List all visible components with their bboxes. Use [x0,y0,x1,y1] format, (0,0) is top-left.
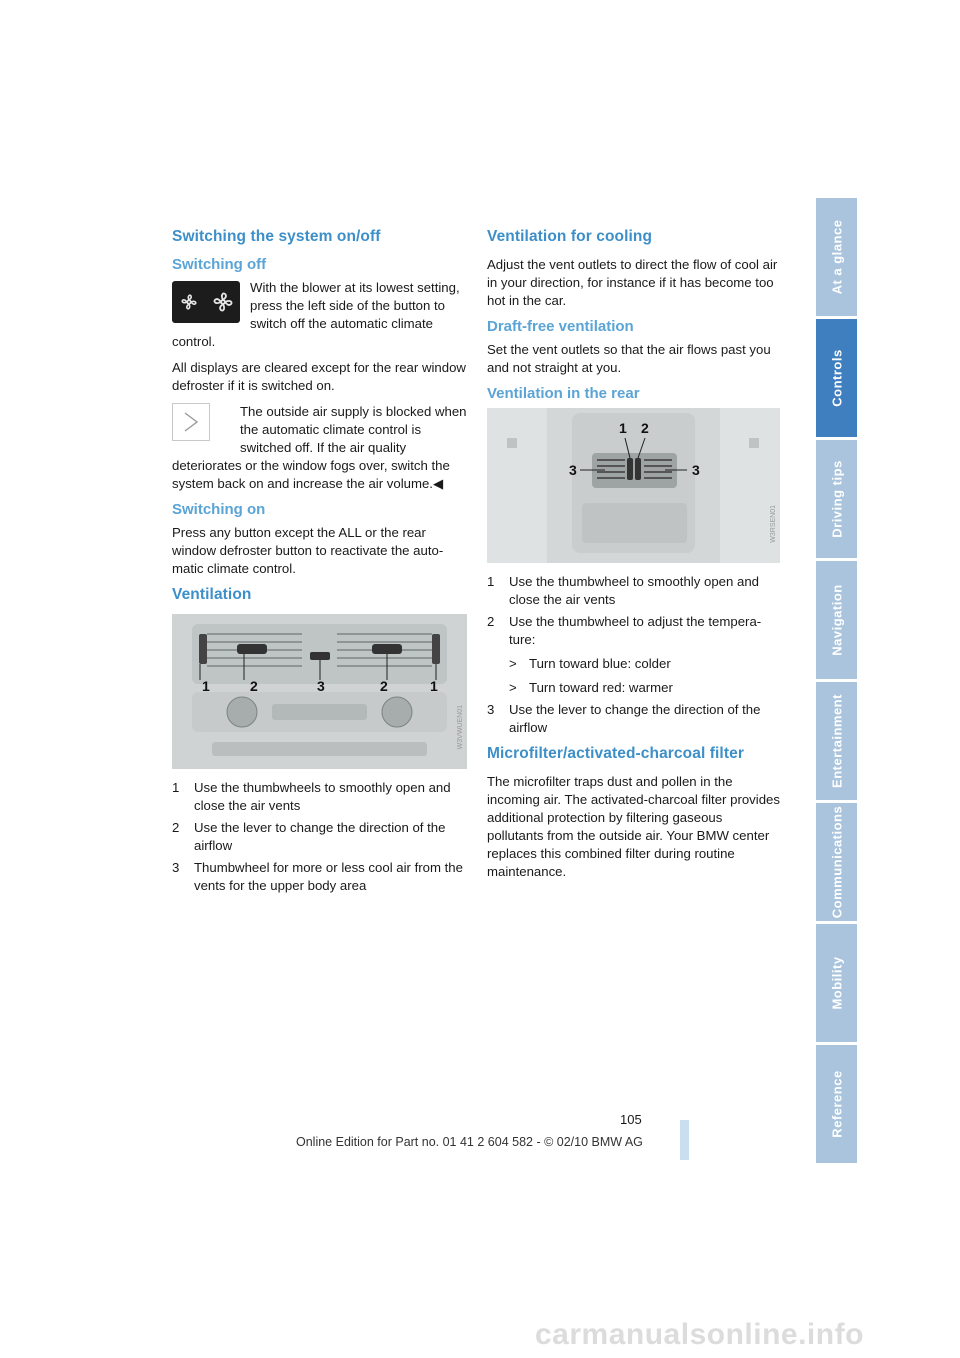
callout-3-right: 3 [692,462,700,478]
callout-2: 2 [641,420,649,436]
draft-paragraph: Set the vent outlets so that the air flows past you and not straight at you. [487,342,771,375]
watermark: carmanualsonline.info [535,1318,864,1351]
chapter-sidebar [816,198,857,1160]
note-box [172,403,210,441]
right-column [487,228,782,889]
heading-ventilation-rear: Ventilation in the rear [487,385,640,402]
tab-at-a-glance[interactable]: At a glance [816,198,857,319]
rear-ventilation-figure [487,408,780,563]
fan-high-icon [211,290,235,314]
callout-3-left: 3 [569,462,577,478]
list-item: 1 Use the thumbwheels to smoothly open and close the air vents [172,780,451,813]
rear-vents-illustration [487,408,780,563]
fan-low-icon [178,291,200,313]
tab-mobility[interactable]: Mobility [816,924,857,1045]
heading-switching-on: Switching on [172,501,266,518]
figure-code: W3VWUEN01 [457,704,464,749]
heading-draft-free: Draft-free ventilation [487,318,634,335]
page-number: 105 [620,1112,642,1127]
note-paragraph: The outside air supply is blocked when the automatic climate control is switched off. If the air quality deteriorates or the window fogs over, switch the system back on and increase the air volume.◀ [172,404,467,491]
callout-2-right: 2 [380,678,388,694]
callout-3: 3 [317,678,325,694]
tab-entertainment[interactable]: Entertainment [816,682,857,803]
switching-on-paragraph: Press any button except the ALL or the rear window defroster button to reactivate the automatic climate control. [172,525,444,576]
left-column [172,228,467,903]
cooling-paragraph: Adjust the vent outlets to direct the flow of cool air in your direction, for instance if it has become too hot in the car. [487,257,778,308]
filter-paragraph: The microfilter traps dust and pollen in the incoming air. The activated-charcoal filter provides additional protection by filtering gaseous pollutants from the outside air. Your BMW center replaces this combined filter during routine maintenance. [487,774,780,879]
list-item: 3 Thumbwheel for more or less cool air from the vents for the upper body area [172,860,463,893]
callout-1-left: 1 [202,678,210,694]
bullet-item: > Turn toward red: warmer [509,680,673,695]
callout-2-left: 2 [250,678,258,694]
list-item: 1 Use the thumbwheel to smoothly open and close the air vents [487,574,759,607]
section-title-switching: Switching the system on/off [172,228,381,245]
tab-navigation[interactable]: Navigation [816,561,857,682]
figure-code: W3RSEN01 [770,505,777,543]
list-item: 2 Use the lever to change the direction of the airflow [172,820,446,853]
ventilation-figure [172,614,467,769]
note-triangle-icon [182,411,200,433]
rear-ventilation-list [487,573,782,737]
heading-ventilation-cooling: Ventilation for cooling [487,228,653,245]
heading-microfilter: Microfilter/activated-charcoal filter [487,745,744,762]
footer-text: Online Edition for Part no. 01 41 2 604 582 - © 02/10 BMW AG [296,1135,643,1149]
note-end-mark: ◀ [432,476,444,491]
bullet-item: > Turn toward blue: colder [509,656,671,671]
blower-button-image [172,281,240,323]
page-marker-bar [680,1120,689,1160]
tab-controls[interactable]: Controls [816,319,857,440]
list-item: 3 Use the lever to change the direction of the airflow [487,702,761,735]
callout-1-right: 1 [430,678,438,694]
switching-off-paragraph: With the blower at its lowest setting, press the left side of the button to switch off the automatic climate control. [172,280,460,349]
callout-1: 1 [619,420,627,436]
tab-driving-tips[interactable]: Driving tips [816,440,857,561]
tab-reference[interactable]: Reference [816,1045,857,1166]
tab-communications[interactable]: Communications [816,803,857,924]
ventilation-list [172,779,467,895]
list-item: 2 Use the thumbwheel to adjust the temperature: [487,614,762,647]
displays-paragraph: All displays are cleared except for the rear window defroster if it is switched on. [172,360,466,393]
heading-ventilation: Ventilation [172,586,252,603]
heading-switching-off: Switching off [172,256,267,273]
